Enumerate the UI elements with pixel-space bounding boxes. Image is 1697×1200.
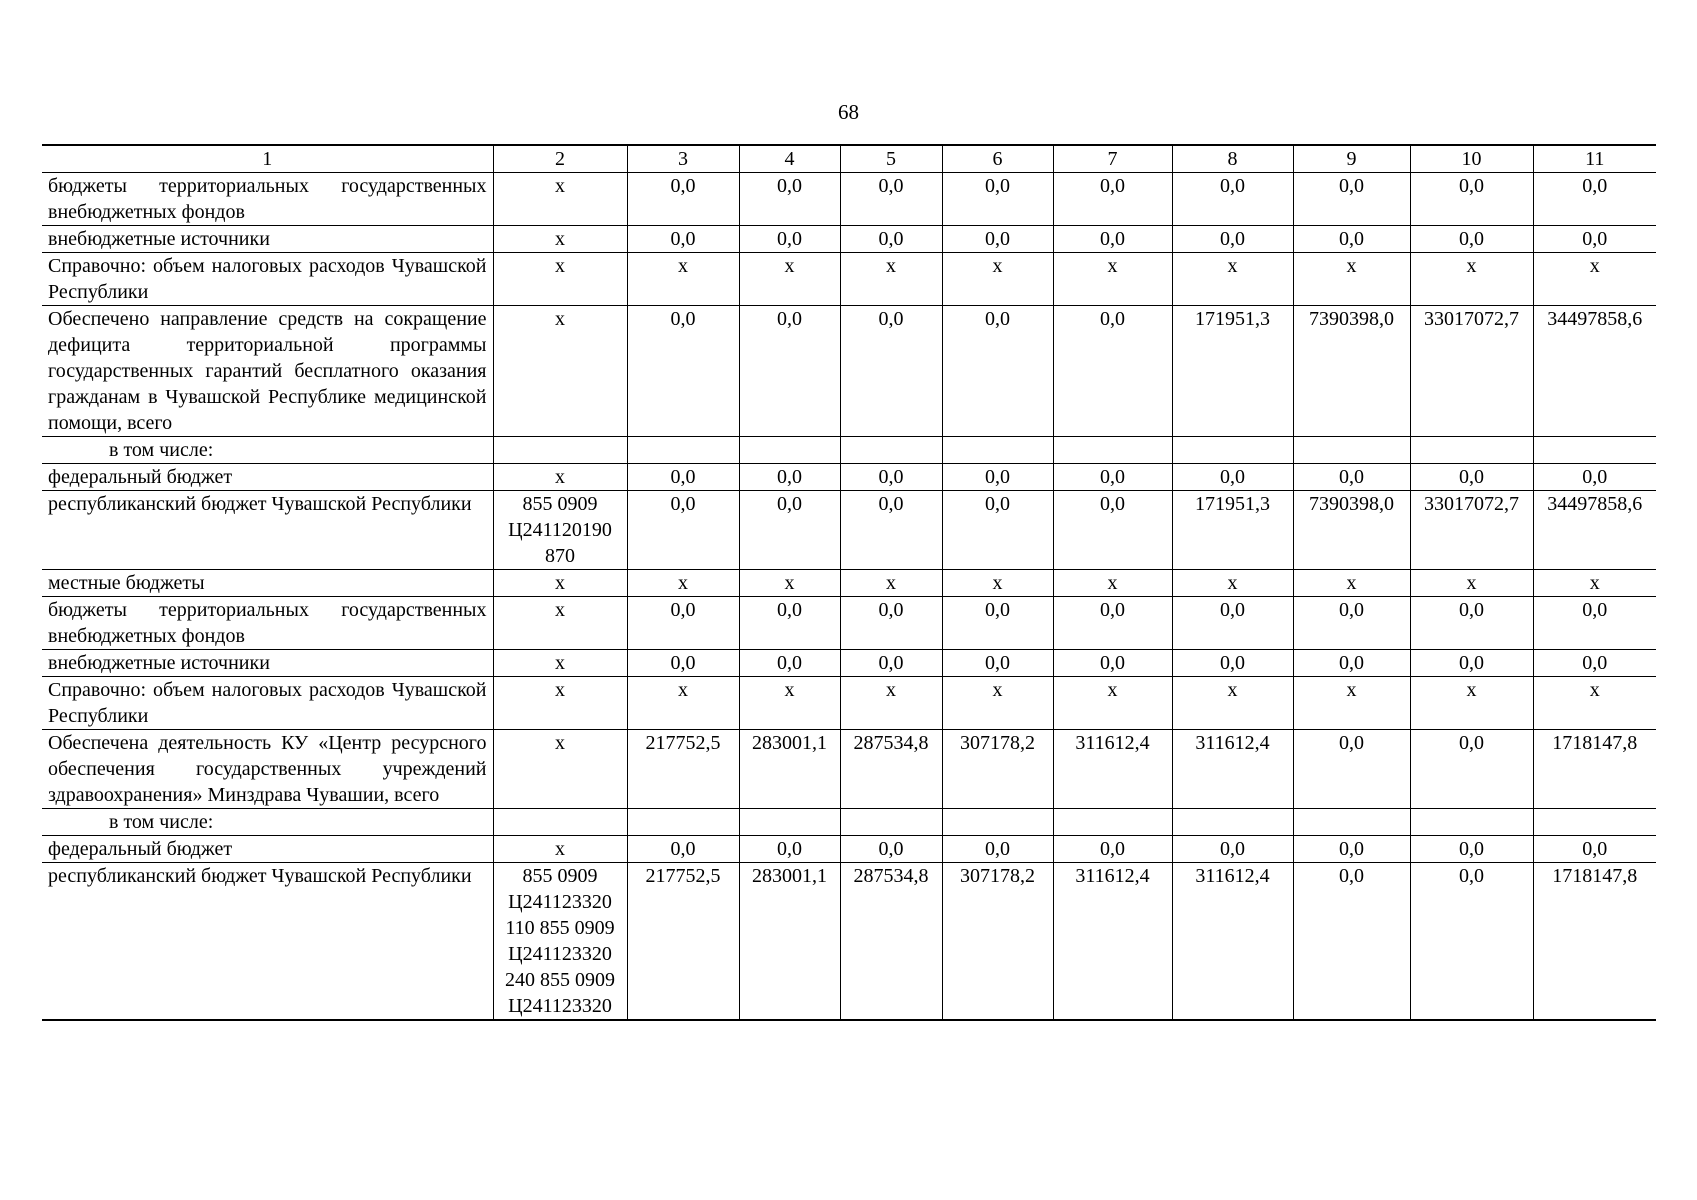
value-cell: 0,0 bbox=[627, 464, 739, 491]
value-cell bbox=[1172, 437, 1293, 464]
value-cell: 0,0 bbox=[1293, 836, 1410, 863]
budget-code: х bbox=[493, 650, 627, 677]
value-cell: 0,0 bbox=[1053, 464, 1172, 491]
column-number: 1 bbox=[42, 145, 493, 173]
value-cell: 0,0 bbox=[840, 306, 942, 437]
value-cell bbox=[739, 437, 840, 464]
value-cell bbox=[942, 437, 1053, 464]
table-row bbox=[42, 836, 1656, 863]
value-cell: 0,0 bbox=[1293, 863, 1410, 1021]
value-cell: 0,0 bbox=[1053, 836, 1172, 863]
budget-code bbox=[493, 437, 627, 464]
value-cell: 1718147,8 bbox=[1533, 863, 1656, 1021]
value-cell bbox=[1410, 437, 1533, 464]
budget-code: х bbox=[493, 253, 627, 306]
page-number: 68 bbox=[838, 100, 859, 124]
value-cell bbox=[1533, 809, 1656, 836]
value-cell: х bbox=[1410, 253, 1533, 306]
value-cell: 311612,4 bbox=[1053, 863, 1172, 1021]
value-cell: 0,0 bbox=[942, 173, 1053, 226]
value-cell: 0,0 bbox=[1172, 597, 1293, 650]
value-cell: 0,0 bbox=[739, 306, 840, 437]
value-cell: 0,0 bbox=[627, 306, 739, 437]
table-row bbox=[42, 306, 1656, 437]
value-cell: 0,0 bbox=[942, 650, 1053, 677]
value-cell: 0,0 bbox=[1410, 464, 1533, 491]
value-cell: 0,0 bbox=[942, 491, 1053, 570]
value-cell: х bbox=[1293, 570, 1410, 597]
value-cell: 7390398,0 bbox=[1293, 306, 1410, 437]
budget-code: х bbox=[493, 836, 627, 863]
value-cell: 0,0 bbox=[739, 464, 840, 491]
value-cell: 0,0 bbox=[840, 226, 942, 253]
value-cell: 0,0 bbox=[1172, 464, 1293, 491]
value-cell bbox=[739, 809, 840, 836]
value-cell: 0,0 bbox=[1410, 226, 1533, 253]
value-cell: х bbox=[1293, 677, 1410, 730]
value-cell: 0,0 bbox=[1410, 730, 1533, 809]
budget-code: х bbox=[493, 597, 627, 650]
budget-code: 855 0909 Ц241123320 110 855 0909 Ц241123320 240 855 0909 Ц241123320 bbox=[493, 863, 627, 1021]
value-cell: х bbox=[1172, 677, 1293, 730]
table-row bbox=[42, 597, 1656, 650]
budget-table bbox=[42, 144, 1656, 1021]
table-row bbox=[42, 730, 1656, 809]
value-cell: х bbox=[739, 253, 840, 306]
table-row bbox=[42, 253, 1656, 306]
table-row bbox=[42, 677, 1656, 730]
value-cell: 0,0 bbox=[1410, 173, 1533, 226]
column-number: 11 bbox=[1533, 145, 1656, 173]
value-cell: 0,0 bbox=[1053, 650, 1172, 677]
value-cell: х bbox=[1533, 570, 1656, 597]
value-cell: 307178,2 bbox=[942, 863, 1053, 1021]
value-cell: 0,0 bbox=[942, 306, 1053, 437]
value-cell: х bbox=[739, 570, 840, 597]
row-label: в том числе: bbox=[42, 809, 493, 836]
table-row bbox=[42, 809, 1656, 836]
value-cell: х bbox=[627, 677, 739, 730]
value-cell: 0,0 bbox=[1293, 597, 1410, 650]
value-cell: 0,0 bbox=[739, 226, 840, 253]
row-label: Обеспечено направление средств на сокращение дефицита территориальной программы государственных гарантий бесплатного оказания гражданам в Чувашской Республике медицинской помощи, всего bbox=[42, 306, 493, 437]
value-cell: х bbox=[627, 253, 739, 306]
value-cell bbox=[627, 809, 739, 836]
value-cell: 0,0 bbox=[1053, 226, 1172, 253]
row-label: федеральный бюджет bbox=[42, 464, 493, 491]
table-row bbox=[42, 173, 1656, 226]
value-cell: 0,0 bbox=[739, 491, 840, 570]
value-cell: х bbox=[840, 677, 942, 730]
value-cell: 0,0 bbox=[1410, 597, 1533, 650]
value-cell: 0,0 bbox=[739, 836, 840, 863]
column-number: 7 bbox=[1053, 145, 1172, 173]
row-label: в том числе: bbox=[42, 437, 493, 464]
value-cell bbox=[1293, 437, 1410, 464]
value-cell: 0,0 bbox=[1053, 173, 1172, 226]
value-cell: 311612,4 bbox=[1172, 730, 1293, 809]
value-cell: 0,0 bbox=[1172, 173, 1293, 226]
value-cell bbox=[1172, 809, 1293, 836]
budget-code: 855 0909 Ц241120190 870 bbox=[493, 491, 627, 570]
value-cell: 217752,5 bbox=[627, 730, 739, 809]
row-label: Справочно: объем налоговых расходов Чувашской Республики bbox=[42, 677, 493, 730]
value-cell: х bbox=[739, 677, 840, 730]
budget-code: х bbox=[493, 677, 627, 730]
value-cell bbox=[1053, 437, 1172, 464]
value-cell: 0,0 bbox=[1410, 836, 1533, 863]
row-label: бюджеты территориальных государственных внебюджетных фондов bbox=[42, 173, 493, 226]
value-cell: х bbox=[942, 677, 1053, 730]
column-number: 3 bbox=[627, 145, 739, 173]
value-cell: 0,0 bbox=[1410, 650, 1533, 677]
value-cell: х bbox=[840, 253, 942, 306]
value-cell: 33017072,7 bbox=[1410, 491, 1533, 570]
table-row bbox=[42, 464, 1656, 491]
value-cell: 34497858,6 bbox=[1533, 306, 1656, 437]
value-cell: 307178,2 bbox=[942, 730, 1053, 809]
value-cell bbox=[840, 809, 942, 836]
budget-code: х bbox=[493, 306, 627, 437]
value-cell: 0,0 bbox=[840, 650, 942, 677]
value-cell bbox=[1410, 809, 1533, 836]
value-cell bbox=[1293, 809, 1410, 836]
value-cell: 0,0 bbox=[840, 464, 942, 491]
value-cell: 0,0 bbox=[1172, 650, 1293, 677]
value-cell: 0,0 bbox=[1172, 836, 1293, 863]
value-cell: 0,0 bbox=[1533, 836, 1656, 863]
column-number: 10 bbox=[1410, 145, 1533, 173]
value-cell: х bbox=[1053, 570, 1172, 597]
value-cell: 0,0 bbox=[627, 173, 739, 226]
value-cell: х bbox=[1293, 253, 1410, 306]
value-cell bbox=[1053, 809, 1172, 836]
table-row bbox=[42, 863, 1656, 1021]
value-cell: 0,0 bbox=[1293, 173, 1410, 226]
value-cell: х bbox=[1053, 677, 1172, 730]
value-cell: х bbox=[1172, 570, 1293, 597]
value-cell: х bbox=[1533, 253, 1656, 306]
value-cell: 0,0 bbox=[1533, 464, 1656, 491]
value-cell: 0,0 bbox=[627, 491, 739, 570]
value-cell: 0,0 bbox=[1053, 491, 1172, 570]
value-cell: 0,0 bbox=[1172, 226, 1293, 253]
value-cell: 0,0 bbox=[1533, 173, 1656, 226]
budget-code: х bbox=[493, 570, 627, 597]
value-cell: 0,0 bbox=[942, 597, 1053, 650]
table-row bbox=[42, 570, 1656, 597]
budget-code bbox=[493, 809, 627, 836]
value-cell: х bbox=[1172, 253, 1293, 306]
value-cell: 0,0 bbox=[840, 836, 942, 863]
budget-code: х bbox=[493, 173, 627, 226]
value-cell: х bbox=[627, 570, 739, 597]
table-row bbox=[42, 437, 1656, 464]
table-body bbox=[42, 145, 1656, 1020]
value-cell bbox=[942, 809, 1053, 836]
value-cell: 0,0 bbox=[1053, 306, 1172, 437]
budget-code: х bbox=[493, 464, 627, 491]
value-cell: 171951,3 bbox=[1172, 306, 1293, 437]
column-number: 5 bbox=[840, 145, 942, 173]
column-number: 9 bbox=[1293, 145, 1410, 173]
value-cell: х bbox=[1410, 570, 1533, 597]
value-cell: 0,0 bbox=[1293, 226, 1410, 253]
value-cell: х bbox=[942, 253, 1053, 306]
value-cell bbox=[1533, 437, 1656, 464]
row-label: местные бюджеты bbox=[42, 570, 493, 597]
value-cell: 283001,1 bbox=[739, 730, 840, 809]
row-label: Справочно: объем налоговых расходов Чувашской Республики bbox=[42, 253, 493, 306]
row-label: внебюджетные источники bbox=[42, 226, 493, 253]
value-cell: х bbox=[1053, 253, 1172, 306]
row-label: республиканский бюджет Чувашской Республики bbox=[42, 863, 493, 1021]
value-cell: 311612,4 bbox=[1172, 863, 1293, 1021]
value-cell: 0,0 bbox=[739, 597, 840, 650]
value-cell: 0,0 bbox=[942, 836, 1053, 863]
value-cell: 0,0 bbox=[1533, 597, 1656, 650]
row-label: республиканский бюджет Чувашской Республики bbox=[42, 491, 493, 570]
value-cell: 0,0 bbox=[739, 173, 840, 226]
value-cell: х bbox=[840, 570, 942, 597]
value-cell: 0,0 bbox=[1053, 597, 1172, 650]
value-cell: 0,0 bbox=[1293, 650, 1410, 677]
value-cell: 0,0 bbox=[840, 173, 942, 226]
value-cell: 0,0 bbox=[627, 597, 739, 650]
table-row bbox=[42, 491, 1656, 570]
value-cell: 0,0 bbox=[739, 650, 840, 677]
column-number: 2 bbox=[493, 145, 627, 173]
value-cell: 1718147,8 bbox=[1533, 730, 1656, 809]
value-cell: 0,0 bbox=[1410, 863, 1533, 1021]
value-cell: 0,0 bbox=[1293, 464, 1410, 491]
value-cell bbox=[840, 437, 942, 464]
budget-code: х bbox=[493, 730, 627, 809]
row-label: бюджеты территориальных государственных внебюджетных фондов bbox=[42, 597, 493, 650]
value-cell: 0,0 bbox=[627, 650, 739, 677]
value-cell: 34497858,6 bbox=[1533, 491, 1656, 570]
value-cell: 0,0 bbox=[1533, 226, 1656, 253]
value-cell: 0,0 bbox=[840, 491, 942, 570]
value-cell: х bbox=[1533, 677, 1656, 730]
row-label: внебюджетные источники bbox=[42, 650, 493, 677]
column-number-row bbox=[42, 145, 1656, 173]
budget-code: х bbox=[493, 226, 627, 253]
value-cell: 0,0 bbox=[942, 226, 1053, 253]
row-label: федеральный бюджет bbox=[42, 836, 493, 863]
value-cell: 0,0 bbox=[840, 597, 942, 650]
value-cell bbox=[627, 437, 739, 464]
value-cell: 287534,8 bbox=[840, 863, 942, 1021]
value-cell: х bbox=[942, 570, 1053, 597]
column-number: 8 bbox=[1172, 145, 1293, 173]
value-cell: 7390398,0 bbox=[1293, 491, 1410, 570]
column-number: 6 bbox=[942, 145, 1053, 173]
table-row bbox=[42, 226, 1656, 253]
value-cell: 0,0 bbox=[942, 464, 1053, 491]
value-cell: 171951,3 bbox=[1172, 491, 1293, 570]
value-cell: 311612,4 bbox=[1053, 730, 1172, 809]
column-number: 4 bbox=[739, 145, 840, 173]
value-cell: 287534,8 bbox=[840, 730, 942, 809]
table-row bbox=[42, 650, 1656, 677]
value-cell: 0,0 bbox=[627, 836, 739, 863]
value-cell: 0,0 bbox=[1533, 650, 1656, 677]
value-cell: 217752,5 bbox=[627, 863, 739, 1021]
value-cell: 283001,1 bbox=[739, 863, 840, 1021]
value-cell: 0,0 bbox=[1293, 730, 1410, 809]
value-cell: х bbox=[1410, 677, 1533, 730]
value-cell: 33017072,7 bbox=[1410, 306, 1533, 437]
value-cell: 0,0 bbox=[627, 226, 739, 253]
row-label: Обеспечена деятельность КУ «Центр ресурсного обеспечения государственных учреждений здравоохранения» Минздрава Чувашии, всего bbox=[42, 730, 493, 809]
